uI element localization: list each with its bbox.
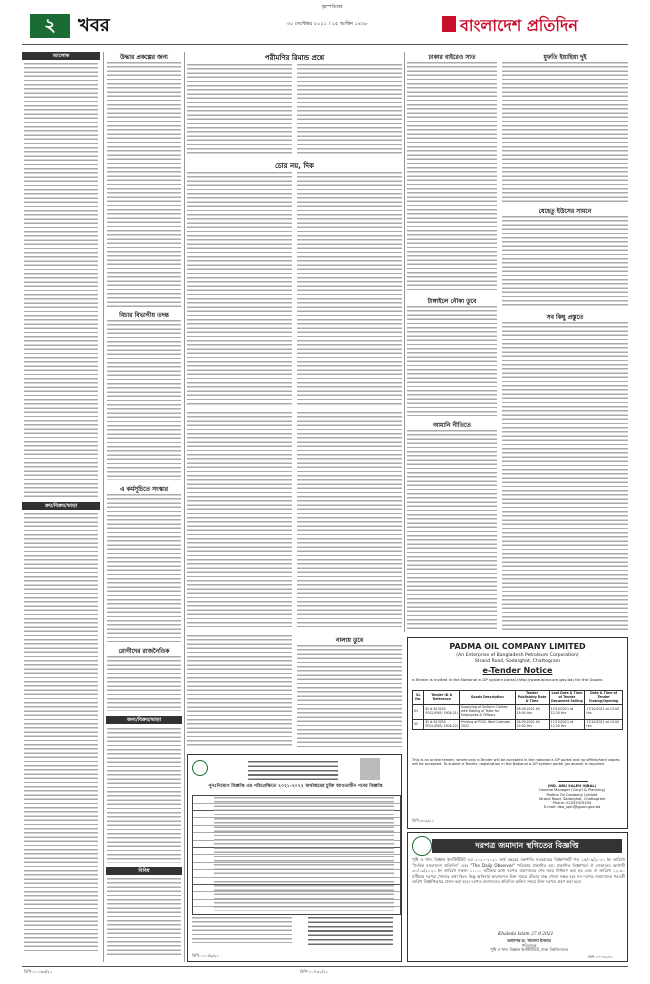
headline: মুফতি ইয়াহিয়া দুই bbox=[543, 54, 587, 61]
article-text bbox=[187, 64, 292, 154]
article-text bbox=[107, 656, 181, 711]
table-row bbox=[413, 719, 623, 730]
column-divider bbox=[404, 52, 405, 632]
company-subtitle: (An Enterprise of Bangladesh Petroleum Corporation) bbox=[456, 653, 579, 658]
article-text bbox=[187, 412, 292, 627]
article-text bbox=[407, 306, 497, 416]
headline: রোগীদের রাজনৈতিক bbox=[118, 648, 170, 655]
center-lower-article bbox=[187, 635, 402, 750]
signature-mark bbox=[558, 775, 588, 782]
signer-name: (MD. ABU SALEH IQBAL) bbox=[547, 784, 597, 788]
headline: এ কর্মসূচিতে সংস্কার bbox=[119, 486, 168, 493]
signer-title: পরিচালক bbox=[521, 942, 537, 948]
article-text bbox=[187, 172, 292, 407]
section-label: খবর bbox=[78, 15, 110, 36]
ad-signer bbox=[308, 917, 393, 947]
left-classified-column bbox=[22, 52, 100, 962]
paper-name: বাংলাদেশ প্রতিদিন bbox=[460, 16, 578, 35]
column-header: Tender Publishing Date & Time bbox=[515, 691, 549, 705]
footer-code-mid: বিপি-১০৭৩১/২১ bbox=[300, 969, 329, 974]
table-cell: 17/10/2021 at 12.30 Hrs bbox=[549, 705, 585, 719]
classified-text bbox=[107, 878, 181, 958]
day-label: বৃহস্পতিবার bbox=[321, 5, 343, 10]
date-line: ৩০ সেপ্টেম্বর ২০২১ । ১৫ আশ্বিন ১৪২৮ bbox=[286, 21, 368, 27]
headline: সব কিছু প্রস্তুতে bbox=[546, 314, 584, 321]
headline: ঢাকার বাইরেও সাত bbox=[428, 54, 476, 61]
headline: আমানি নীতিতে bbox=[433, 422, 471, 429]
table-cell: 26.09.2021 till 15:00 Hrs bbox=[515, 719, 549, 730]
column-divider bbox=[184, 52, 185, 962]
classified-text-2 bbox=[24, 513, 98, 953]
classified-header: জন্য/বিক্রয়/ভাড়া bbox=[106, 716, 182, 724]
table-header-row bbox=[413, 691, 623, 705]
classified-header: ক্রয়/বিক্রয়/ভাড়া bbox=[22, 502, 100, 510]
tender-footer-note: This is an online tender, where only e-Tender will be accepted in the national e-GP portal and no offline/hard copies will be accepted. To submit e-Tender, registration in the National e-GP system portal (as above) is required. bbox=[412, 758, 620, 767]
headline: চোর নয়, দিক bbox=[275, 162, 314, 170]
tender-postponement-notice bbox=[407, 832, 628, 962]
center-article-block bbox=[187, 52, 402, 632]
signer-email: E-mail: deo_spm@gpocl.gov.bd bbox=[543, 805, 601, 810]
footer-code-left: বিপি-১০০৬৩/২১ bbox=[24, 969, 53, 974]
notice-signer bbox=[464, 939, 594, 953]
headline: বিচার বিভাগীয় তদন্ত bbox=[119, 312, 169, 319]
paper-logo bbox=[442, 12, 628, 38]
masthead-rule bbox=[22, 44, 628, 45]
logo-mark bbox=[442, 16, 456, 32]
table-row bbox=[413, 705, 623, 719]
article-text bbox=[297, 172, 402, 407]
ad-code: বিপি-১০০৫৭/২১ bbox=[588, 955, 614, 959]
column-header: Date & Time of Tender Closing/Opening bbox=[585, 691, 623, 705]
ad-footer-text bbox=[192, 917, 292, 943]
ad-header-text bbox=[248, 761, 338, 781]
table-cell: Supplying of Uniform Clothes with Making of Tailor for Employees & Officers bbox=[460, 705, 515, 719]
headline: টাঙ্গাইলে নৌকা ডুবে bbox=[427, 298, 477, 305]
article-text bbox=[502, 62, 628, 202]
signer-block bbox=[518, 784, 626, 810]
column-header: Goods Description bbox=[460, 691, 515, 705]
photo-placeholder bbox=[360, 758, 380, 780]
article-text bbox=[502, 216, 628, 308]
signer-org: Padma Oil Company Limited bbox=[546, 792, 598, 797]
company-address: Strand Road, Sadarghat, Chattogram bbox=[474, 659, 561, 664]
article-text bbox=[407, 430, 497, 630]
ad-title: পুনঃনিয়োগ বিজ্ঞপ্তি এর পরিপ্রেক্ষিতে ২০২১-২০২২ অর্থবছরের চুক্তি আওতাধীন পদের বিজ্ঞপ্তি bbox=[208, 784, 383, 789]
notice-title: e-Tender Notice bbox=[482, 666, 553, 675]
article-column-2 bbox=[106, 52, 182, 962]
right-article-block bbox=[407, 52, 628, 632]
article-text bbox=[107, 320, 181, 480]
tender-table bbox=[412, 690, 623, 730]
article-text bbox=[187, 635, 292, 747]
misc-header: বিবিধ bbox=[106, 867, 182, 875]
notice-body: পুষ্টি ও খাদ্য বিজ্ঞান ইনস্টিটিউট এর ২০২০-২০২১ অর্থ বছরের যন্ত্রপাতি সরবরাহের বিজ্ঞাপনটি গত ১৫/০৯/২০২১ ইং তারিখে "দৈনিক বাংলাদেশ প্রতিদিন" এবং "The Daily Observer" পত্রিকায় প্রকাশিত হয়। প্রকাশিত বিজ্ঞাপনে ঐ দোকানের আগামী ৩০/০৯/২০২১ ইং তারিখে সকাল ১১.০০ ঘটিকার মধ্যে দরপত্র জমাদানের শেষ সময় নির্ধারণ করা হয় এবং ঐ তারিখে ১২.৩০ ঘটিকায় দরপত্র খোলার কথা ছিল। কিন্তু অনিবার্য কারণবশত উক্ত সময়ে টেন্ডার বাক্স খোলা সম্ভব হবে না। দরপত্র জমাদানের পরবর্তী তারিখ বিজ্ঞপ্তিকারে প্রদান করা হবে। দরপত্র জমাদানের প্রতিদিন অফিস সময়ে উক্ত দরপত্র গ্রহণ করা হবে। bbox=[412, 857, 625, 885]
ad-code: বিপি-৩০৯/২১ bbox=[412, 818, 434, 823]
article-text bbox=[107, 494, 181, 642]
column-divider bbox=[103, 52, 104, 962]
signer-address: Strand Road, Sadarghat, Chattogram bbox=[538, 796, 606, 801]
footer-rule bbox=[22, 966, 628, 967]
signer-phone: Phone: 02333325254 bbox=[552, 801, 592, 806]
masthead bbox=[22, 0, 628, 48]
column-header: Last Date & Time of Tender Document Selling bbox=[549, 691, 585, 705]
classified-text bbox=[107, 728, 181, 863]
university-logo bbox=[412, 836, 432, 856]
classified-text bbox=[24, 63, 98, 498]
table-cell: 02 bbox=[413, 719, 424, 730]
company-name: PADMA OIL COMPANY LIMITED bbox=[449, 642, 586, 651]
government-ad bbox=[187, 754, 402, 962]
column-header: SL No. bbox=[413, 691, 424, 705]
table-cell: 17/10/2021 at 13:00 Hrs bbox=[585, 719, 623, 730]
table-cell: 26.09.2021 till 15:00 Hrs bbox=[515, 705, 549, 719]
table-cell: 17/10/2021 at 12.30 Hrs bbox=[549, 719, 585, 730]
column-header: Tender ID & Reference bbox=[424, 691, 460, 705]
tender-notice bbox=[407, 637, 628, 829]
column-header: আলোক bbox=[22, 52, 100, 60]
notice-banner: দরপত্র জমাদান স্থগিতের বিজ্ঞপ্তি bbox=[432, 839, 622, 853]
ad-table-text bbox=[214, 797, 394, 911]
headline: যেহেতু ইউসের সামনে bbox=[538, 208, 592, 215]
article-text bbox=[297, 64, 402, 154]
page-number-badge: ২ bbox=[30, 14, 70, 38]
article-text bbox=[297, 412, 402, 627]
ad-logo bbox=[192, 760, 208, 776]
table-cell: Printing of POCL Wall Calendar-2022 bbox=[460, 719, 515, 730]
ad-code: বিপি-১০০৫৯/২১ bbox=[192, 953, 219, 958]
headline: উদ্ধার প্রকল্পের জন্য bbox=[120, 54, 168, 61]
headline: নালায় ডুবে bbox=[335, 637, 364, 644]
signer-title: General Manager (Corp'l & Planning) bbox=[538, 788, 606, 793]
table-cell: ID # 613254 POCL/PUR/ 1906-22/ bbox=[424, 719, 460, 730]
table-cell: 01 bbox=[413, 705, 424, 719]
signer-name: অধ্যাপক ড. খালেদা ইসলাম bbox=[507, 938, 551, 943]
article-text bbox=[107, 62, 181, 307]
article-text bbox=[407, 62, 497, 292]
article-text bbox=[502, 322, 628, 630]
notice-intro: e-Tender is invited in the National e-GP system portal (http://www.eprocure.gov.bd) for the Goods: bbox=[412, 677, 603, 682]
signature-handwritten: Khaleda Islam 27.9.2021 bbox=[498, 932, 554, 937]
table-cell: 17/10/2021 at 13:00 Hrs bbox=[585, 705, 623, 719]
table-cell: ID # 613243 POCL/PUR/ 1906-21/ bbox=[424, 705, 460, 719]
article-text bbox=[297, 645, 402, 747]
signer-org: পুষ্টি ও খাদ্য বিজ্ঞান ইনস্টিটিউট, ঢাকা বিশ্ববিদ্যালয় bbox=[490, 947, 568, 953]
headline: পরীমণির রিমান্ড প্রশ্নে bbox=[264, 54, 325, 62]
